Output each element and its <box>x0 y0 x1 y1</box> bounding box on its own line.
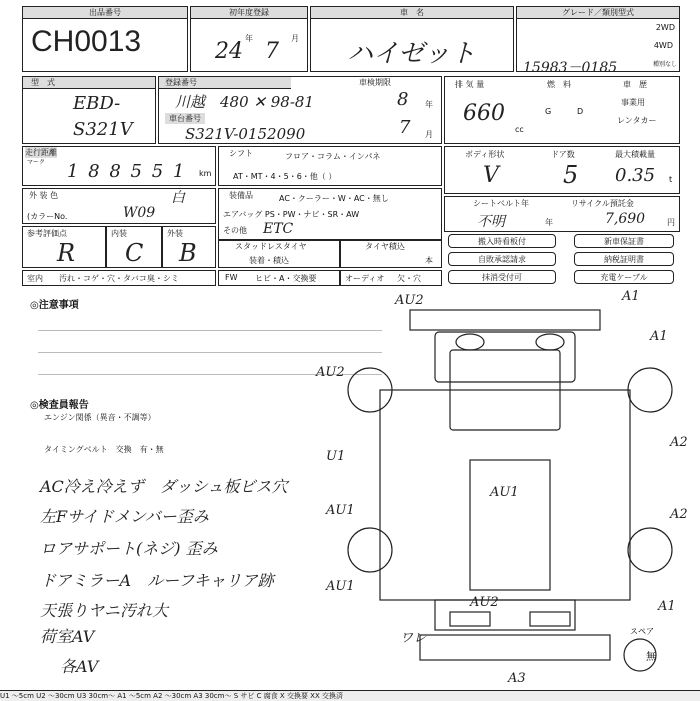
doc-warranty: 新車保証書 <box>574 234 674 248</box>
color-code: W09 <box>123 205 156 221</box>
studless-box <box>218 240 340 268</box>
disp-value: 660 <box>463 101 505 126</box>
doc-sign: 搬入時看板付 <box>448 234 556 248</box>
report-line: 左Fサイドメンバー歪み <box>40 507 209 526</box>
equip-other: ETC <box>263 221 294 237</box>
first-reg-month-unit: 月 <box>291 34 299 43</box>
mark-a1-topright: A1 <box>622 289 640 304</box>
meter-label: マーク <box>27 159 46 166</box>
equip-box <box>218 188 442 240</box>
color-code-label: (カラーNo. <box>27 212 68 221</box>
seatbelt-value: 不明 <box>477 214 505 230</box>
mark-au1-center: AU1 <box>490 485 519 500</box>
ref-value: R <box>57 239 76 267</box>
engine-label: エンジン関係（異音・不調等） <box>44 413 156 422</box>
first-reg-box <box>190 6 308 72</box>
drive-none: 種別なし <box>652 61 677 68</box>
inspection-month-unit: 月 <box>425 130 433 139</box>
interior-value: C <box>125 239 144 267</box>
first-reg-year: 24 <box>215 39 243 64</box>
fw-value: ヒビ・A・交換要 <box>255 274 317 283</box>
body-value: V <box>483 163 499 188</box>
notes-title: ◎注意事項 <box>30 300 79 311</box>
mileage-value: 1 8 8 5 5 1 <box>67 161 187 182</box>
car-name-box <box>310 6 514 72</box>
car-name-value: ハイゼット <box>347 39 476 69</box>
recycle-unit: 円 <box>667 218 675 227</box>
drive-2wd: 2WD <box>655 23 675 32</box>
first-reg-year-unit: 年 <box>245 34 253 43</box>
report-line: 天張りヤニ汚れ大 <box>40 601 169 620</box>
model-line2: S321V <box>73 119 133 140</box>
studless-label: スタッドレスタイヤ <box>235 242 307 251</box>
mileage-unit: km <box>199 169 212 178</box>
body-label: ボディ形状 <box>465 150 505 159</box>
lot-box <box>22 6 188 72</box>
capacity-value: 0.35 <box>615 165 656 186</box>
report-line: ロアサポート(ネジ) 歪み <box>40 539 218 558</box>
disp-unit: cc <box>515 125 524 134</box>
mileage-label: 走行距離 <box>25 148 57 157</box>
doors-value: 5 <box>563 161 579 189</box>
lot-value: CH0013 <box>31 25 142 58</box>
fuel-g: G <box>545 107 552 116</box>
audio-box <box>340 270 442 286</box>
car-diagram <box>316 289 700 690</box>
report-line: ドアミラーA ルーフキャリア跡 <box>40 571 274 590</box>
lot-label: 出品番号 <box>23 7 187 19</box>
first-reg-month: 7 <box>265 39 279 64</box>
usage-rental: レンタカー <box>617 116 657 125</box>
timing-label: タイミングベルト 交換 有・無 <box>44 445 164 454</box>
seatbelt-unit: 年 <box>545 218 553 227</box>
disp-box <box>444 76 680 144</box>
inspection-month: 7 <box>399 117 411 138</box>
tire-unit: 本 <box>425 256 433 265</box>
color-label: 外 装 色 <box>29 191 59 200</box>
mark-a2-right-low: A2 <box>670 507 688 522</box>
doc-cable: 充電ケーブル <box>574 270 674 284</box>
mark-a1-rear: A1 <box>658 599 676 614</box>
model-line1: EBD- <box>73 93 121 114</box>
exterior-box <box>162 226 216 268</box>
doors-label: ドア数 <box>551 150 575 159</box>
doc-cancel: 抹消受付可 <box>448 270 556 284</box>
color-box <box>22 188 216 224</box>
ref-box <box>22 226 106 268</box>
fuel-label: 燃 料 <box>547 80 571 89</box>
reg-value: 川越 480 ✕ 98-81 <box>175 93 314 111</box>
reg-label: 登録番号 <box>159 77 291 89</box>
exterior-value: B <box>179 239 197 267</box>
mark-au1-left: AU1 <box>326 503 355 518</box>
exterior-label: 外装 <box>167 229 183 238</box>
mark-a1-right: A1 <box>650 329 668 344</box>
shift-box <box>218 146 442 186</box>
reg-box <box>158 76 442 144</box>
mark-au2-top: AU2 <box>395 293 424 308</box>
inspection-year: 8 <box>397 89 409 110</box>
equip-row2: エアバッグ PS・PW・ナビ・SR・AW <box>223 210 360 219</box>
chassis-value: S321V-0152090 <box>185 125 306 143</box>
color-value: 白 <box>171 190 185 206</box>
shift-floor: フロア・コラム・インパネ <box>285 152 381 161</box>
drive-4wd: 4WD <box>653 41 673 50</box>
mark-crack: ワレ <box>400 631 427 646</box>
fuel-d: D <box>577 107 584 116</box>
seatbelt-label: シートベルト年 <box>473 199 529 208</box>
spare-value: 無 <box>646 652 656 663</box>
equip-row1: AC・クーラー・W・AC・無し <box>279 194 389 203</box>
mark-u1-left: U1 <box>326 449 346 464</box>
capacity-unit: t <box>669 175 673 184</box>
room-label: 室内 <box>27 274 43 283</box>
first-reg-label: 初年度登録 <box>191 7 307 19</box>
mileage-box <box>22 146 216 186</box>
mark-au2-left: AU2 <box>316 365 345 380</box>
studless-options: 装着・積込 <box>249 256 289 265</box>
audio-value: 欠・穴 <box>397 274 421 283</box>
mark-au2-rear: AU2 <box>470 595 499 610</box>
grade-value: 15983－0185 <box>523 60 618 76</box>
fw-box <box>218 270 340 286</box>
car-name-label: 車 名 <box>311 7 513 19</box>
interior-box <box>106 226 162 268</box>
interior-label: 内装 <box>111 229 127 238</box>
inspection-label: 車検期限 <box>359 78 391 87</box>
equip-other-label: その他 <box>223 226 247 235</box>
spare-label: スペア <box>630 627 654 636</box>
doc-claim: 自敗承認請求 <box>448 252 556 266</box>
room-box <box>22 270 216 286</box>
capacity-label: 最大積載量 <box>615 150 655 159</box>
tire-label: タイヤ積込 <box>365 242 405 251</box>
model-box <box>22 76 156 144</box>
mark-au1-lower: AU1 <box>326 579 355 594</box>
model-label: 型 式 <box>23 77 155 89</box>
shift-gears: AT・MT・4・5・6・他（ ） <box>233 172 337 181</box>
mark-a3: A3 <box>508 671 526 686</box>
equip-label: 装備品 <box>229 191 253 200</box>
disp-label: 排 気 量 <box>455 80 485 89</box>
grade-box <box>516 6 680 76</box>
damage-legend: U1 ～5cm U2 ～30cm U3 30cm～ A1 ～5cm A2 ～30cm A3 30cm～ S サビ C 腐食 X 交換要 XX 交換済 <box>0 690 700 701</box>
report-line: 各AV <box>60 657 99 676</box>
ref-label: 参考評価点 <box>27 229 67 238</box>
usage-business: 事業用 <box>621 98 645 107</box>
audio-label: オーディオ <box>345 274 385 283</box>
chassis-label: 車台番号 <box>165 113 205 124</box>
tire-box <box>340 240 442 268</box>
shift-label: シフト <box>229 149 253 158</box>
inspector-title: ◎検査員報告 <box>30 400 89 411</box>
report-line: 荷室AV <box>40 627 95 646</box>
fw-label: FW <box>225 273 238 282</box>
report-line: AC冷え冷えず ダッシュ板ビス穴 <box>40 477 288 496</box>
inspection-year-unit: 年 <box>425 100 433 109</box>
room-value: 汚れ・コゲ・穴・タバコ臭・シミ <box>59 274 179 283</box>
mark-a2-right: A2 <box>670 435 688 450</box>
grade-label: グレード／類別型式 <box>517 7 679 19</box>
body-box <box>444 146 680 194</box>
recycle-value: 7,690 <box>605 211 646 227</box>
doc-tax: 納税証明書 <box>574 252 674 266</box>
usage-label: 車 歴 <box>623 80 647 89</box>
recycle-label: リサイクル預託金 <box>571 199 634 208</box>
seatbelt-box <box>444 196 680 232</box>
